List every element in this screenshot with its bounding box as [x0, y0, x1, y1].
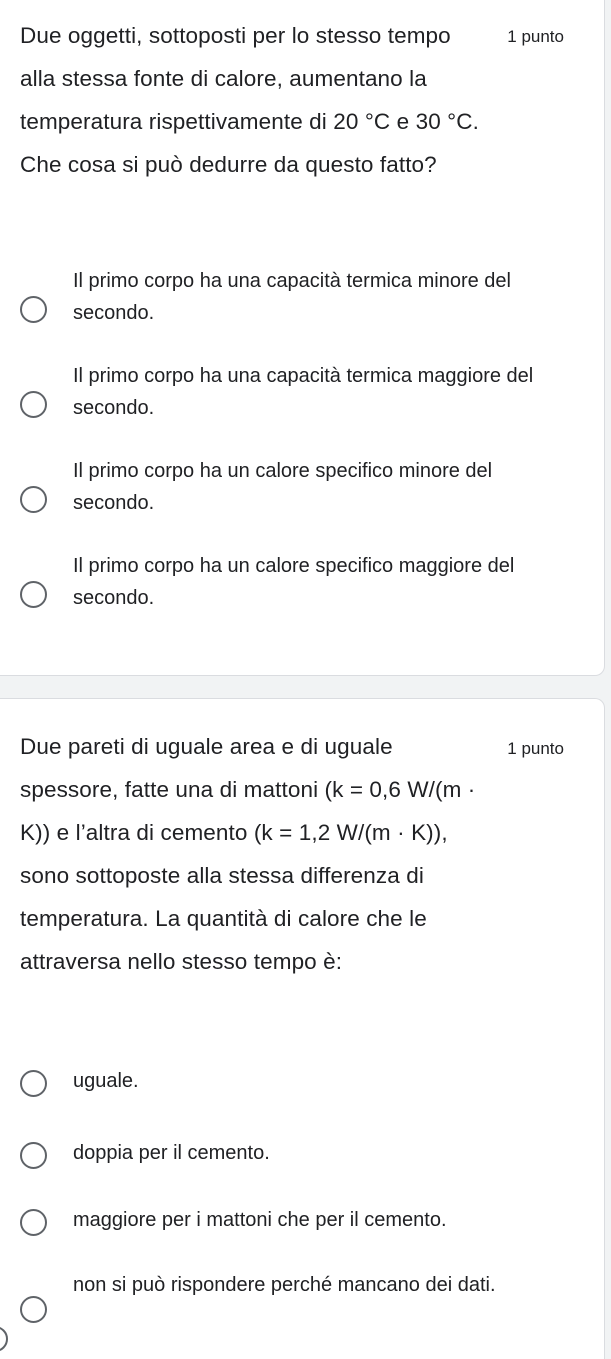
radio-button[interactable]	[20, 486, 47, 513]
option-label: uguale.	[73, 1070, 139, 1092]
option-label: Il primo corpo ha una capacità termica maggiore del secondo.	[73, 365, 534, 419]
radio-button[interactable]	[20, 1209, 47, 1236]
option-label: Il primo corpo ha un calore specifico minore del secondo.	[73, 460, 493, 514]
question-card-1	[0, 0, 605, 676]
option-label: Il primo corpo ha una capacità termica minore del secondo.	[73, 270, 511, 324]
radio-button[interactable]	[20, 296, 47, 323]
option-label: maggiore per i mattoni che per il cemento.	[73, 1209, 447, 1231]
points-label: 1 punto	[507, 739, 564, 758]
radio-button[interactable]	[20, 391, 47, 418]
question-card-2	[0, 698, 605, 1359]
option-label: non si può rispondere perché mancano dei dati.	[73, 1274, 496, 1296]
option-label: Il primo corpo ha un calore specifico maggiore del secondo.	[73, 555, 515, 609]
question-header	[0, 699, 604, 983]
radio-button[interactable]	[20, 1070, 47, 1097]
radio-button[interactable]	[20, 581, 47, 608]
question-title: Due pareti di uguale area e di uguale spessore, fatte una di mattoni (k = 0,6 W/(m · K)) e l’altra di cemento (k = 1,2 W/(m · K)), sono sottoposte alla stessa differenza di temperatura. La quantità di calore che le attraversa nello stesso tempo è:	[20, 734, 476, 974]
radio-button[interactable]	[20, 1142, 47, 1169]
question-header	[0, 0, 604, 186]
points-label: 1 punto	[507, 27, 564, 46]
question-title: Due oggetti, sottoposti per lo stesso tempo alla stessa fonte di calore, aumentano la temperatura rispettivamente di 20 °C e 30 °C. Che cosa si può dedurre da questo fatto?	[20, 23, 479, 177]
radio-button[interactable]	[20, 1296, 47, 1323]
option-label: doppia per il cemento.	[73, 1142, 270, 1164]
